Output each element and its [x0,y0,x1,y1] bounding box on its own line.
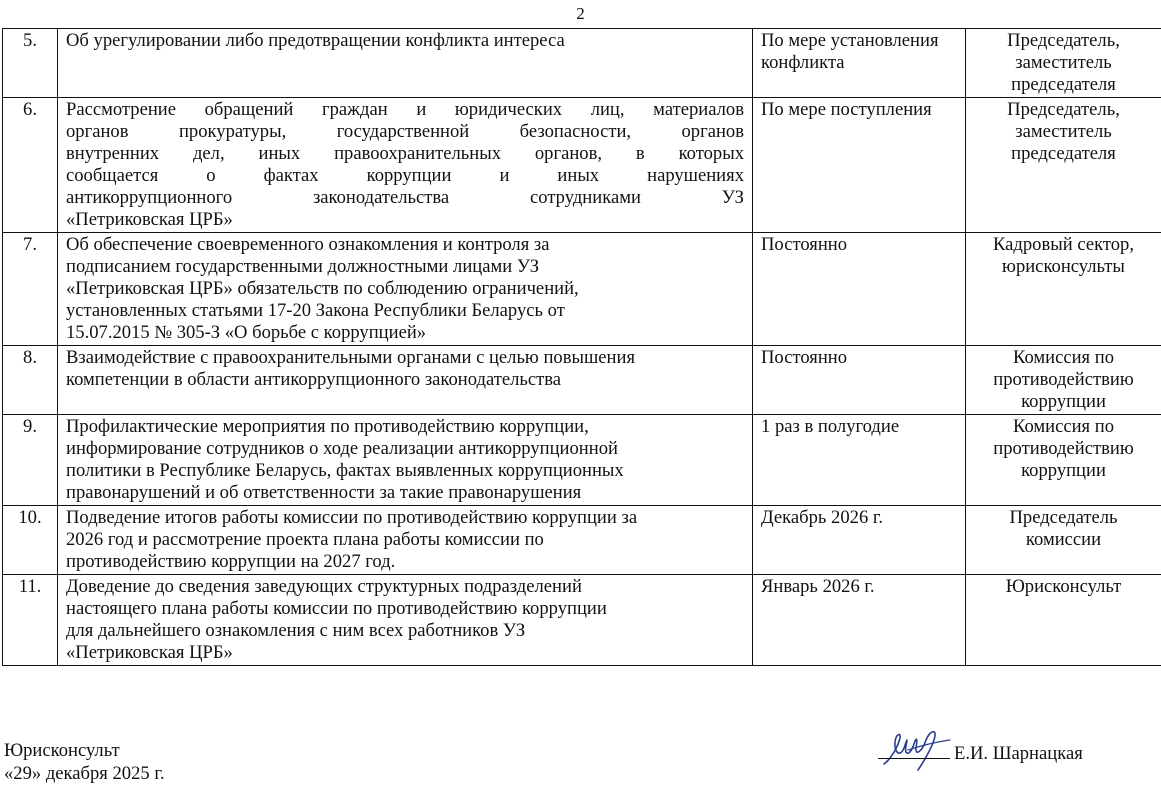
table-row [3,98,1161,233]
signature-line [878,741,950,759]
measure-text-line: Взаимодействие с правоохранительными органами с целью повышения [66,347,636,368]
term-cell: 1 раз в полугодие [753,415,966,506]
term-cell: Постоянно [753,233,966,346]
measure-cell [58,29,753,98]
responsible-cell: Председатель комиссии [966,506,1161,575]
measure-text-line: правонарушений и об ответственности за такие правонарушения [66,482,582,503]
page-number: 2 [576,4,585,23]
measure-text-line: Профилактические мероприятия по противодействию коррупции, [66,416,589,437]
measure-text-line: подписанием государственными должностными лицами УЗ [66,256,540,277]
measure-text-line: установленных статьями 17-20 Закона Республики Беларусь от [66,300,565,321]
responsible-cell: Кадровый сектор, юрисконсульты [966,233,1161,346]
measure-cell [58,415,753,506]
responsible-cell: Председатель, заместитель председателя [966,98,1161,233]
signer-position: Юрисконсульт [4,740,120,761]
document-date: «29» декабря 2025 г. [4,763,165,784]
measure-text-line: сообщается о фактах коррупции и иных нарушениях [66,165,744,186]
row-number: 5. [3,29,58,98]
measure-cell [58,98,753,233]
measure-cell [58,506,753,575]
row-number: 9. [3,415,58,506]
row-number: 7. [3,233,58,346]
responsible-cell: Председатель, заместитель председателя [966,29,1161,98]
measure-text-line: для дальнейшего ознакомления с ним всех работников УЗ [66,620,526,641]
measure-text-line: 2026 год и рассмотрение проекта плана работы комиссии по [66,529,544,550]
measure-cell [58,233,753,346]
term-cell: По мере установления конфликта [753,29,966,98]
measure-cell [58,346,753,415]
responsible-cell: Комиссия по противодействию коррупции [966,415,1161,506]
term-cell: Постоянно [753,346,966,415]
measure-text-line: Рассмотрение обращений граждан и юридических лиц, материалов [66,99,744,120]
measure-text-line: противодействию коррупции на 2027 год. [66,551,396,572]
measure-text-line: «Петриковская ЦРБ» [66,642,233,663]
measure-text-line: настоящего плана работы комиссии по противодействию коррупции [66,598,607,619]
responsible-cell: Комиссия по противодействию коррупции [966,346,1161,415]
signer-name: Е.И. Шарнацкая [954,743,1083,764]
measure-text-line: Доведение до сведения заведующих структурных подразделений [66,576,582,597]
table-row [3,575,1161,666]
measure-text-line: внутренних дел, иных правоохранительных органов, в которых [66,143,744,164]
measure-text-line: антикоррупционного законодательства сотрудниками УЗ [66,187,744,208]
measure-text-line: Об обеспечение своевременного ознакомления и контроля за [66,234,550,255]
plan-table [2,28,1161,666]
table-row [3,29,1161,98]
plan-table-body [3,29,1161,666]
term-cell: По мере поступления [753,98,966,233]
footer-left [4,739,165,785]
measure-text-line: 15.07.2015 № 305-З «О борьбе с коррупцией» [66,322,427,343]
table-row [3,346,1161,415]
measure-text-line: информирование сотрудников о ходе реализации антикоррупционной [66,438,618,459]
row-number: 10. [3,506,58,575]
term-cell: Декабрь 2026 г. [753,506,966,575]
measure-text-line: Подведение итогов работы комиссии по противодействию коррупции за [66,507,638,528]
row-number: 6. [3,98,58,233]
row-number: 11. [3,575,58,666]
measure-text-line: «Петриковская ЦРБ» обязательств по соблюдению ограничений, [66,278,579,299]
measure-text-line: компетенции в области антикоррупционного законодательства [66,369,562,390]
measure-cell [58,575,753,666]
responsible-cell: Юрисконсульт [966,575,1161,666]
row-number: 8. [3,346,58,415]
table-row [3,506,1161,575]
measure-text-line: Об урегулировании либо предотвращении конфликта интереса [66,30,565,51]
footer-right [878,741,1148,765]
table-row [3,415,1161,506]
table-row [3,233,1161,346]
measure-text-line: политики в Республике Беларусь, фактах выявленных коррупционных [66,460,624,481]
measure-text-line: органов прокуратуры, государственной безопасности, органов [66,121,744,142]
measure-text-line: «Петриковская ЦРБ» [66,209,233,230]
term-cell: Январь 2026 г. [753,575,966,666]
